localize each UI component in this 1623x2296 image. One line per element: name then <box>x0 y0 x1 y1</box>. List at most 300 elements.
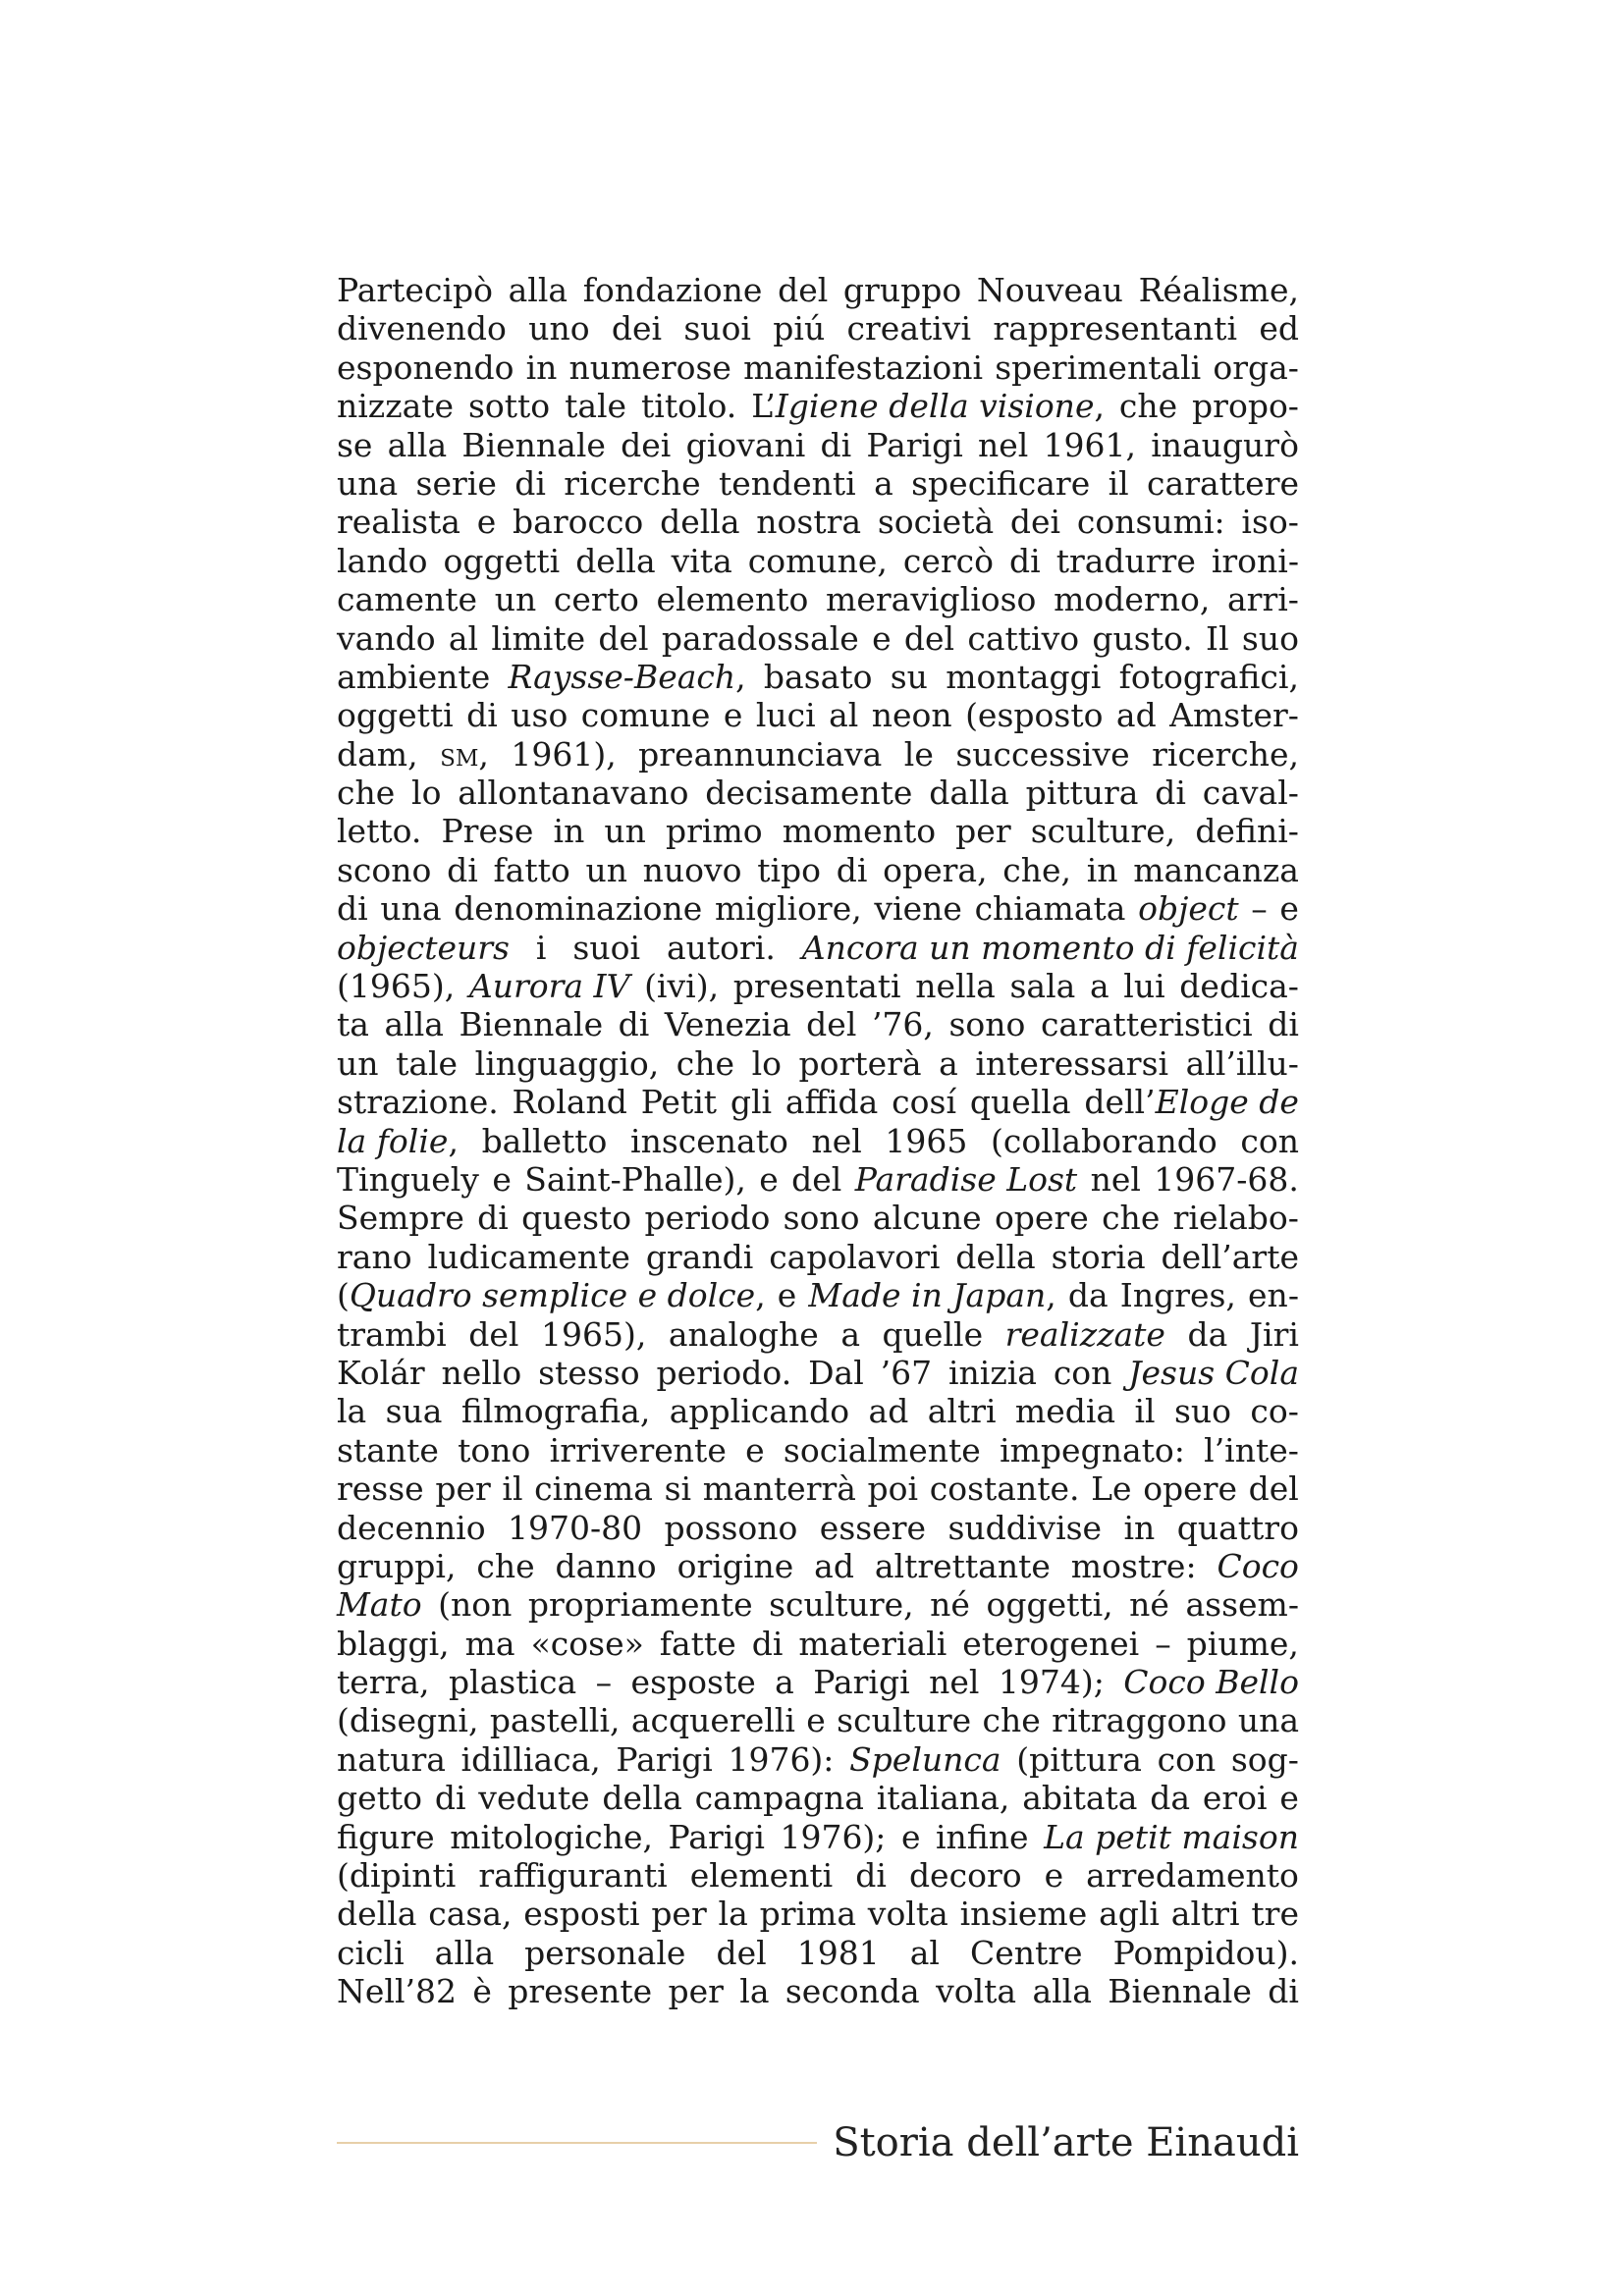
word: di <box>434 1779 466 1818</box>
word-group <box>970 1083 1071 1121</box>
word: Coco <box>1217 1546 1299 1585</box>
word-group <box>460 1005 604 1043</box>
word: getto <box>337 1779 423 1818</box>
word-group <box>1187 1315 1227 1354</box>
word: (disegni, <box>337 1701 479 1740</box>
word-group <box>1091 1160 1141 1199</box>
word: e <box>806 1701 826 1740</box>
word: presentati <box>732 967 901 1006</box>
word-group <box>508 658 745 696</box>
word: comune, <box>747 541 888 580</box>
word: del <box>716 1933 767 1972</box>
word-group <box>477 1199 509 1237</box>
word: terra, <box>337 1663 430 1702</box>
word: eroi <box>1202 1779 1268 1818</box>
word: inscenato <box>630 1121 788 1160</box>
word-group <box>955 1238 1035 1276</box>
word: stesso <box>538 1353 640 1392</box>
word-group <box>660 503 739 541</box>
word: Made in Japan <box>808 1276 1047 1315</box>
word: su <box>890 657 928 696</box>
word: sotto <box>467 387 551 426</box>
word: sperimentali <box>995 347 1202 387</box>
word: Aurora IV <box>468 967 630 1006</box>
word-group <box>1143 1469 1237 1508</box>
word: esposti <box>523 1895 640 1934</box>
word: tradurre <box>1055 541 1196 580</box>
word: pittura <box>1025 774 1139 813</box>
word: mitologiche, <box>450 1817 654 1856</box>
word-group <box>441 812 533 850</box>
word-group <box>495 580 537 618</box>
word-group <box>881 1354 932 1392</box>
word: in <box>553 812 585 851</box>
word: Nell’82 <box>337 1972 457 2011</box>
word: lo <box>751 1043 782 1083</box>
word-group <box>936 1972 1016 2010</box>
word: allontanavano <box>458 774 689 813</box>
word-group <box>337 1818 435 1856</box>
word: e <box>492 1159 512 1199</box>
word-group <box>528 1585 753 1624</box>
word: del <box>468 1314 519 1354</box>
word-group <box>1116 696 1157 734</box>
word: presente <box>508 1972 653 2011</box>
word: , <box>755 1276 766 1315</box>
word: scono <box>337 850 432 889</box>
word-group <box>509 271 568 309</box>
word: casa, <box>428 1895 513 1934</box>
word-group <box>1213 348 1299 387</box>
word-group <box>526 348 558 387</box>
word-group <box>769 1238 940 1276</box>
word: alla <box>384 1005 444 1044</box>
word-group <box>554 580 639 618</box>
word: alla <box>508 271 568 309</box>
word-group <box>778 1276 797 1314</box>
word: viene <box>874 889 962 929</box>
word-group <box>1251 889 1268 928</box>
word: nel <box>929 1663 980 1702</box>
word: vedute <box>478 1779 590 1818</box>
word-group <box>948 1354 1037 1392</box>
word: al <box>448 618 479 658</box>
word: caval- <box>1202 774 1299 813</box>
word: ludicamente <box>427 1237 630 1276</box>
word-group <box>631 1701 795 1739</box>
word: e <box>1044 1856 1064 1896</box>
text-line <box>337 1625 1299 1663</box>
word-group <box>657 580 809 618</box>
word-group <box>837 851 868 889</box>
word-group <box>643 851 742 889</box>
word-group <box>967 619 1079 658</box>
word-group <box>1192 387 1299 425</box>
word-group <box>1204 1431 1299 1469</box>
word: capolavori <box>769 1237 941 1276</box>
word: la <box>718 1895 748 1934</box>
word: di <box>447 850 478 889</box>
word: blaggi, <box>337 1624 450 1663</box>
word: di <box>466 696 498 735</box>
word-group <box>575 542 655 580</box>
word-group <box>337 1392 366 1430</box>
word: la <box>739 1972 770 2011</box>
word-group <box>785 1972 920 2010</box>
word: sono <box>948 1005 1026 1044</box>
word: Raysse-Beach <box>508 657 736 696</box>
word: e <box>1279 889 1299 929</box>
word-group <box>666 812 763 850</box>
word: gruppo <box>842 271 962 309</box>
word: Centre <box>969 1933 1083 1972</box>
word: insieme <box>959 1895 1088 1934</box>
word: che <box>1102 1199 1161 1238</box>
word-group <box>468 1315 518 1354</box>
text-line <box>337 271 1299 309</box>
word-group <box>337 387 454 425</box>
word-group <box>384 1005 443 1043</box>
word-group <box>438 1585 512 1624</box>
word: in <box>525 347 558 387</box>
word-group <box>1009 967 1075 1005</box>
word-group <box>751 387 1105 425</box>
word: arri- <box>1227 580 1299 619</box>
word: creativi <box>846 309 972 348</box>
word: volta <box>936 1972 1017 2011</box>
word: denominazione <box>454 889 703 929</box>
word: affida <box>784 1083 879 1122</box>
word: Venezia <box>664 1005 791 1044</box>
word-group <box>630 1122 788 1160</box>
word-group <box>1128 1354 1299 1392</box>
word-group <box>730 1083 772 1121</box>
word: , <box>448 1121 459 1160</box>
word-group <box>513 1083 627 1121</box>
word-group <box>1250 1392 1299 1430</box>
word-group <box>975 1044 1168 1083</box>
word-group <box>1259 309 1299 347</box>
word: cattivo <box>967 618 1080 658</box>
word-group <box>1054 1354 1112 1392</box>
word-group <box>450 1818 653 1856</box>
word-group <box>550 1431 727 1469</box>
word: nel <box>811 1121 862 1160</box>
running-footer <box>337 2115 1299 2170</box>
word-group <box>660 1625 736 1663</box>
word-group <box>955 812 1010 850</box>
word-group <box>798 1625 947 1663</box>
word: altrettante <box>874 1546 1051 1585</box>
word: suoi <box>683 309 751 348</box>
word-group <box>1091 1469 1131 1508</box>
word-group <box>1162 1238 1300 1276</box>
word: tendenti <box>718 463 856 503</box>
word: quelle <box>882 1314 984 1354</box>
word-group <box>472 1972 492 2010</box>
word-group <box>784 1199 860 1237</box>
word: L’ <box>751 387 776 426</box>
word: e <box>476 503 497 542</box>
word: Réalisme, <box>1138 271 1299 309</box>
word-group <box>337 1625 450 1663</box>
word-group <box>1171 1895 1240 1933</box>
word-group <box>337 929 510 967</box>
word: raffiguranti <box>478 1856 668 1896</box>
word-group <box>554 812 585 850</box>
word: interessarsi <box>975 1043 1169 1083</box>
word-group <box>948 1005 1025 1043</box>
word: Petit <box>640 1083 718 1122</box>
word-group <box>468 387 550 425</box>
word-group <box>337 1779 422 1817</box>
word: si <box>664 1469 692 1509</box>
word: origine <box>676 1546 794 1585</box>
word: cinema <box>534 1469 653 1509</box>
word-group <box>337 1895 416 1933</box>
word: filmografia, <box>460 1392 651 1431</box>
word: , <box>478 734 489 774</box>
word-group <box>1041 1005 1253 1043</box>
word: dam, <box>337 734 418 774</box>
word: di <box>820 425 852 464</box>
word: società <box>877 503 995 542</box>
word: del <box>806 1005 857 1044</box>
word-group <box>651 1895 706 1933</box>
word: object <box>1138 889 1239 929</box>
word-group <box>769 1585 914 1624</box>
word: Ingres, <box>1119 1276 1236 1315</box>
word: al <box>909 1933 940 1972</box>
word-group <box>1015 1392 1115 1430</box>
word: una <box>380 889 442 929</box>
word: del <box>903 618 955 658</box>
word-group <box>1268 1972 1299 2010</box>
word: defini- <box>1195 812 1299 851</box>
word: , <box>1046 1276 1056 1315</box>
word: inizia <box>947 1353 1037 1392</box>
text-line <box>337 542 1299 580</box>
word-group <box>337 1122 459 1160</box>
word: di <box>855 1856 887 1896</box>
word: uno <box>528 309 590 348</box>
word: autori. <box>666 928 776 967</box>
word-group <box>556 1547 657 1585</box>
word-group <box>466 696 498 734</box>
word: co- <box>1250 1392 1299 1431</box>
word-group <box>676 1044 734 1083</box>
word: Paradise Lost <box>854 1159 1078 1199</box>
word: meraviglioso <box>826 580 1037 619</box>
word: rano <box>337 1237 412 1276</box>
word: porterà <box>798 1043 922 1083</box>
word-group <box>1044 426 1136 464</box>
word: a <box>840 1314 861 1354</box>
text-line <box>337 1122 1299 1160</box>
word-group <box>528 309 589 347</box>
word-group <box>1241 503 1299 541</box>
word-group <box>524 1160 746 1199</box>
word-group <box>662 619 859 658</box>
word-group <box>806 1701 826 1739</box>
word-group <box>492 1160 512 1199</box>
word: della <box>602 1779 682 1818</box>
word-group <box>745 1431 765 1469</box>
text-line <box>337 967 1299 1005</box>
word: 1965 <box>885 1121 968 1160</box>
word: mancanza <box>1133 850 1299 889</box>
word-group <box>538 1354 639 1392</box>
word: alla <box>1032 1972 1092 2011</box>
word-group <box>878 503 994 541</box>
word: lui <box>1123 967 1165 1006</box>
word: un <box>604 812 646 851</box>
word-group <box>1249 1469 1299 1508</box>
word: comune <box>580 696 711 735</box>
word: sua <box>385 1392 443 1431</box>
word: , <box>1094 387 1105 426</box>
word: quattro <box>1176 1508 1299 1547</box>
word: (ivi), <box>644 967 720 1006</box>
word: Sempre <box>337 1199 464 1238</box>
word: (non <box>438 1585 513 1625</box>
word-group <box>724 696 743 734</box>
word: cosí <box>892 1083 957 1122</box>
word: Tinguely <box>337 1159 479 1199</box>
body-text <box>337 271 1299 2011</box>
word-group <box>669 1315 819 1354</box>
word: Le <box>1091 1469 1132 1509</box>
word: piú <box>773 309 826 348</box>
word: camente <box>337 580 478 619</box>
word-group <box>695 1779 864 1817</box>
word: objecteurs <box>337 928 510 967</box>
word: e <box>872 618 892 658</box>
word-group <box>449 619 478 658</box>
word: nostra <box>756 503 862 542</box>
word: Biennale <box>461 425 606 464</box>
word-group <box>1016 1740 1142 1779</box>
word-group <box>1151 426 1299 464</box>
word-group <box>891 658 928 696</box>
word: fondazione <box>582 271 763 309</box>
word: «cose» <box>530 1624 644 1663</box>
text-line <box>337 1238 1299 1276</box>
word-group <box>977 271 1123 309</box>
word: suddivise <box>947 1508 1103 1547</box>
word: ed <box>1259 309 1299 348</box>
word: 1976): <box>728 1739 835 1779</box>
word: suo <box>1241 618 1299 658</box>
word: Nouveau <box>976 271 1123 309</box>
text-line <box>337 658 1299 696</box>
word: Prese <box>441 812 534 851</box>
word-group <box>983 1701 1041 1739</box>
word-group <box>837 1701 971 1739</box>
word-group <box>978 426 1028 464</box>
word-group <box>447 851 478 889</box>
word-group <box>946 658 1101 696</box>
word: dalla <box>929 774 1009 813</box>
word: se <box>337 425 373 464</box>
word-group <box>386 1392 443 1430</box>
word-group <box>756 696 816 734</box>
word-group <box>616 1740 712 1779</box>
word: 1981 <box>796 1933 880 1972</box>
text-line <box>337 387 1299 425</box>
word: una <box>1237 1701 1299 1740</box>
word-group <box>965 696 1103 734</box>
word: i <box>535 928 547 967</box>
word-group <box>1173 1199 1299 1237</box>
word-group <box>829 696 858 734</box>
word: iso- <box>1241 503 1299 542</box>
word-group <box>598 619 648 658</box>
word: Partecipò <box>337 271 493 309</box>
word: tre <box>1251 1895 1299 1934</box>
word: Pompidou). <box>1112 1933 1299 1972</box>
word-group <box>337 812 421 850</box>
word-group <box>1010 503 1060 541</box>
word-group <box>1052 1701 1226 1739</box>
word-group <box>877 1779 1010 1817</box>
text-line <box>337 426 1299 464</box>
word: 1967-68. <box>1154 1159 1299 1199</box>
word-group <box>337 889 368 928</box>
word: in <box>1086 850 1118 889</box>
word: Mato <box>337 1585 422 1625</box>
word-group <box>928 1392 997 1430</box>
word-group <box>1150 1779 1190 1817</box>
text-line <box>337 1469 1299 1508</box>
word-group <box>638 735 882 774</box>
word: del <box>1248 1469 1299 1509</box>
word-group <box>910 1934 940 1972</box>
word-group <box>780 1818 886 1856</box>
word-group <box>564 464 700 503</box>
word-group <box>840 1315 860 1354</box>
word: volta <box>867 1895 948 1934</box>
word: a <box>874 463 893 503</box>
word: (pittura <box>1016 1739 1142 1779</box>
word: di <box>751 1624 784 1663</box>
word: di <box>514 463 546 503</box>
word-group <box>631 1663 756 1701</box>
word-group <box>1240 1122 1299 1160</box>
word-group <box>428 1895 512 1933</box>
word-group <box>337 1005 369 1043</box>
word: storia <box>1051 1237 1146 1276</box>
word-group <box>531 1625 644 1663</box>
word-group <box>1169 696 1299 734</box>
word-group <box>975 889 1126 928</box>
word: gusto. <box>1092 618 1193 658</box>
word-group <box>993 309 1237 347</box>
word-group <box>1251 1895 1299 1933</box>
word: abitata <box>1022 1779 1138 1818</box>
word: 1961), <box>511 734 617 774</box>
word-group <box>1123 967 1164 1005</box>
text-line <box>337 1740 1299 1779</box>
word-group <box>802 929 1299 967</box>
word-group <box>1084 1083 1299 1121</box>
word-group <box>719 1895 748 1933</box>
word-group <box>337 735 418 774</box>
word: sog- <box>1230 1739 1299 1779</box>
word-group <box>644 1199 770 1237</box>
word: elemento <box>656 580 809 619</box>
word-group <box>337 658 490 696</box>
